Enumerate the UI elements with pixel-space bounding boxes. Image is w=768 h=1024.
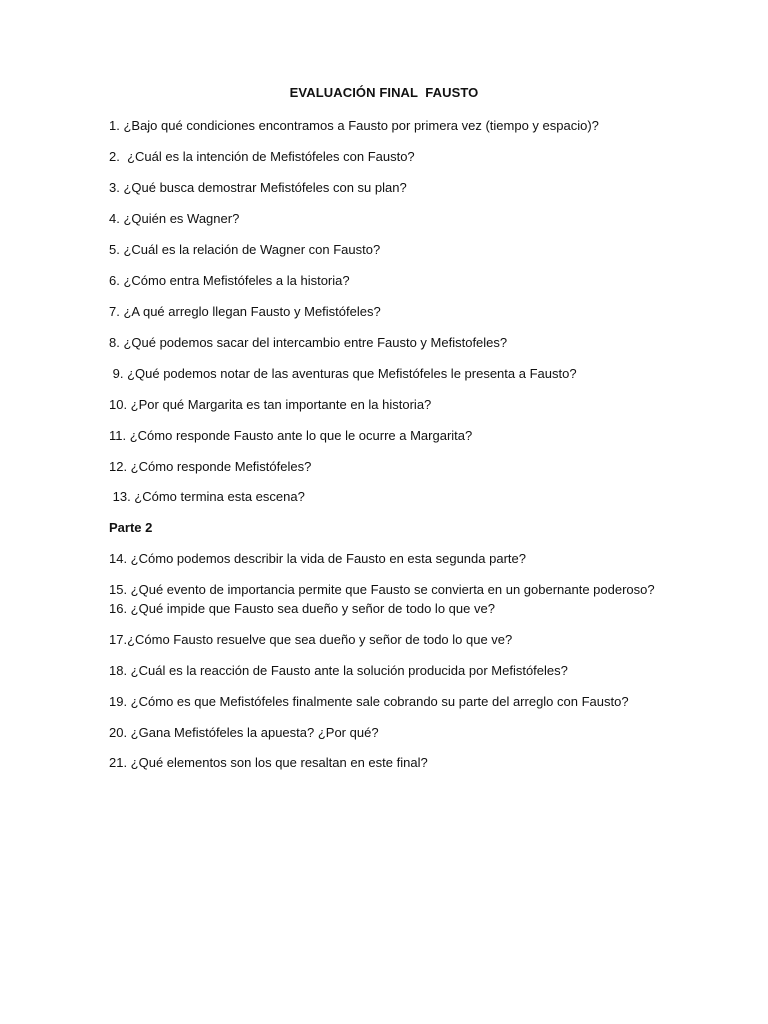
question-6: 6. ¿Cómo entra Mefistófeles a la historia? [109, 273, 350, 288]
question-10: 10. ¿Por qué Margarita es tan importante en la historia? [109, 397, 432, 412]
question-3: 3. ¿Qué busca demostrar Mefistófeles con su plan? [109, 180, 407, 195]
question-18: 18. ¿Cuál es la reacción de Fausto ante la solución producida por Mefistófeles? [109, 663, 568, 678]
question-19: 19. ¿Cómo es que Mefistófeles finalmente sale cobrando su parte del arreglo con Fausto? [109, 694, 629, 709]
question-1: 1. ¿Bajo qué condiciones encontramos a Fausto por primera vez (tiempo y espacio)? [109, 118, 599, 133]
question-11: 11. ¿Cómo responde Fausto ante lo que le ocurre a Margarita? [109, 428, 473, 443]
part-2-heading: Parte 2 [109, 520, 153, 535]
question-2: 2. ¿Cuál es la intención de Mefistófeles con Fausto? [109, 149, 415, 164]
question-14: 14. ¿Cómo podemos describir la vida de Fausto en esta segunda parte? [109, 551, 526, 566]
question-7: 7. ¿A qué arreglo llegan Fausto y Mefistófeles? [109, 304, 381, 319]
question-5: 5. ¿Cuál es la relación de Wagner con Fausto? [109, 242, 381, 257]
question-12: 12. ¿Cómo responde Mefistófeles? [109, 459, 312, 474]
question-13: 13. ¿Cómo termina esta escena? [109, 489, 305, 504]
question-8: 8. ¿Qué podemos sacar del intercambio entre Fausto y Mefistofeles? [109, 335, 508, 350]
question-4: 4. ¿Quién es Wagner? [109, 211, 240, 226]
question-20: 20. ¿Gana Mefistófeles la apuesta? ¿Por qué? [109, 725, 379, 740]
question-21: 21. ¿Qué elementos son los que resaltan en este final? [109, 755, 428, 770]
question-9: 9. ¿Qué podemos notar de las aventuras que Mefistófeles le presenta a Fausto? [109, 366, 577, 381]
question-16: 16. ¿Qué impide que Fausto sea dueño y señor de todo lo que ve? [109, 601, 495, 616]
question-17: 17.¿Cómo Fausto resuelve que sea dueño y señor de todo lo que ve? [109, 632, 513, 647]
question-15: 15. ¿Qué evento de importancia permite que Fausto se convierta en un gobernante poderoso? [109, 582, 655, 597]
document-title: EVALUACIÓN FINAL FAUSTO [289, 85, 479, 100]
